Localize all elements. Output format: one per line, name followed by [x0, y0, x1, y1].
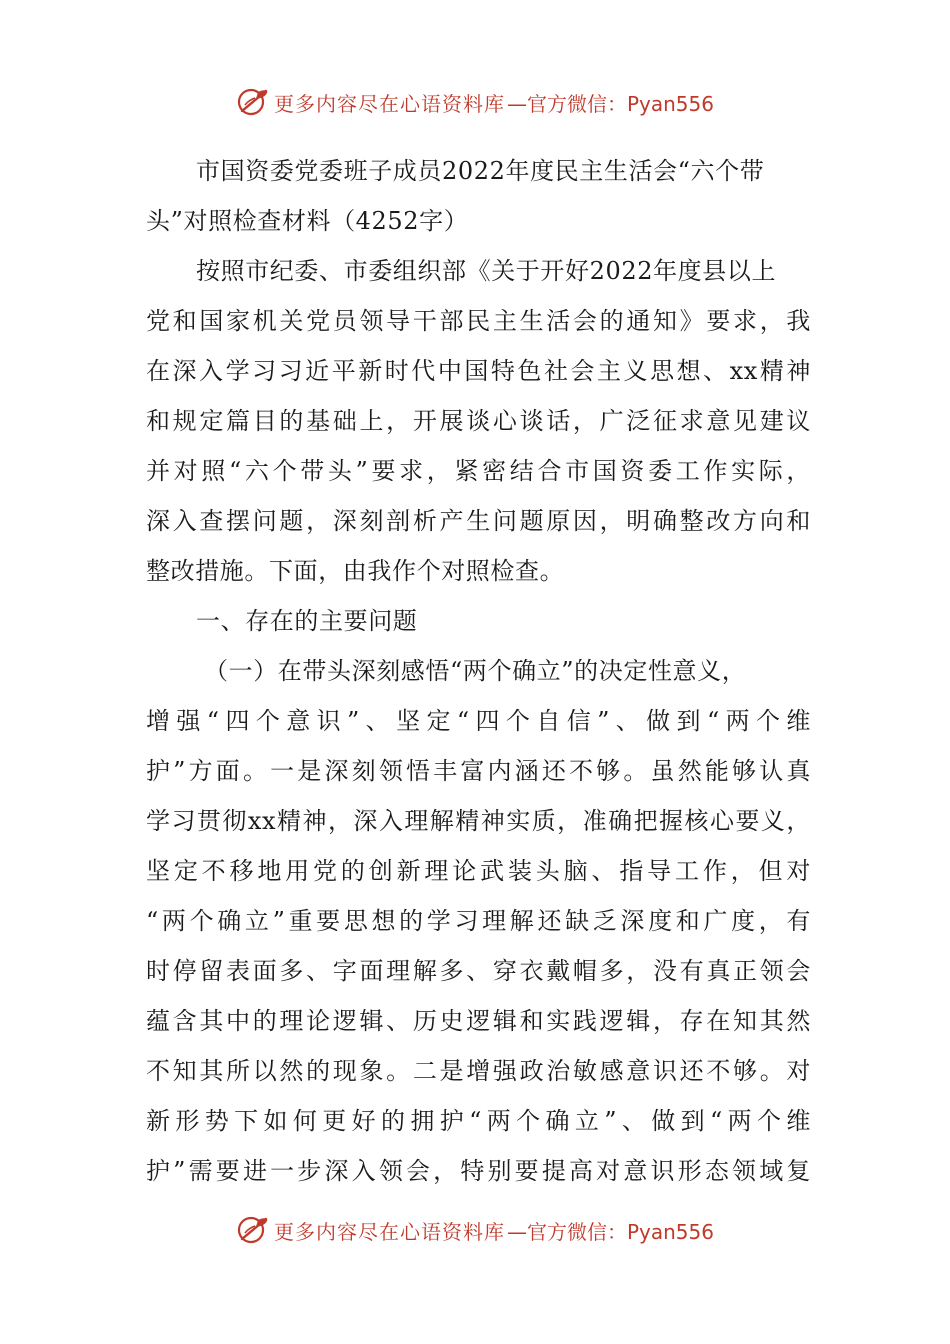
paragraph-line: 并对照“六个带头”要求，紧密结合市国资委工作实际， [146, 457, 811, 485]
paragraph-line: 按照市纪委、市委组织部《关于开好2022年度县以上 [196, 257, 777, 285]
paragraph-line: 和规定篇目的基础上，开展谈心谈话，广泛征求意见建议 [146, 407, 811, 435]
wechat-contact: —官方微信：Pyan556 [506, 1219, 714, 1244]
wechat-contact: —官方微信：Pyan556 [506, 91, 714, 116]
paragraph-line: 整改措施。下面，由我作个对照检查。 [146, 557, 565, 585]
footer-watermark-banner [0, 1210, 950, 1250]
quill-logo-icon [236, 85, 270, 119]
paragraph-line: 护”方面。一是深刻领悟丰富内涵还不够。虽然能够认真 [146, 757, 811, 785]
paragraph-line: 党和国家机关党员领导干部民主生活会的通知》要求，我 [146, 307, 811, 335]
paragraph-line: 学习贯彻xx精神，深入理解精神实质，准确把握核心要义， [146, 807, 811, 835]
paragraph-line: 护”需要进一步深入领会，特别要提高对意识形态领域复 [146, 1157, 811, 1185]
paragraph-line: 新形势下如何更好的拥护“两个确立”、做到“两个维 [146, 1107, 811, 1135]
subsection-heading: （一）在带头深刻感悟“两个确立”的决定性意义， [204, 657, 747, 685]
header-watermark-banner [0, 82, 950, 122]
paragraph-line: “两个确立”重要思想的学习理解还缺乏深度和广度，有 [146, 907, 811, 935]
paragraph-line: 坚定不移地用党的创新理论武装头脑、指导工作，但对 [146, 857, 811, 885]
document-body [146, 146, 811, 1196]
title-line-1: 市国资委党委班子成员2022年度民主生活会“六个带 [196, 157, 765, 185]
paragraph-line: 深入查摆问题，深刻剖析产生问题原因，明确整改方向和 [146, 507, 811, 535]
brand-name: 更多内容尽在心语资料库 [273, 1219, 505, 1244]
section-heading: 一、存在的主要问题 [196, 607, 418, 635]
title-line-2: 头”对照检查材料（4252字） [146, 207, 469, 235]
paragraph-line: 蕴含其中的理论逻辑、历史逻辑和实践逻辑，存在知其然 [146, 1007, 811, 1035]
brand-name: 更多内容尽在心语资料库 [273, 91, 505, 116]
paragraph-line: 不知其所以然的现象。二是增强政治敏感意识还不够。对 [146, 1057, 811, 1085]
quill-logo-icon [236, 1213, 270, 1247]
paragraph-line: 在深入学习习近平新时代中国特色社会主义思想、xx精神 [146, 357, 811, 385]
paragraph-line: 时停留表面多、字面理解多、穿衣戴帽多，没有真正领会 [146, 957, 811, 985]
paragraph-line: 增强“四个意识”、坚定“四个自信”、做到“两个维 [146, 707, 811, 735]
